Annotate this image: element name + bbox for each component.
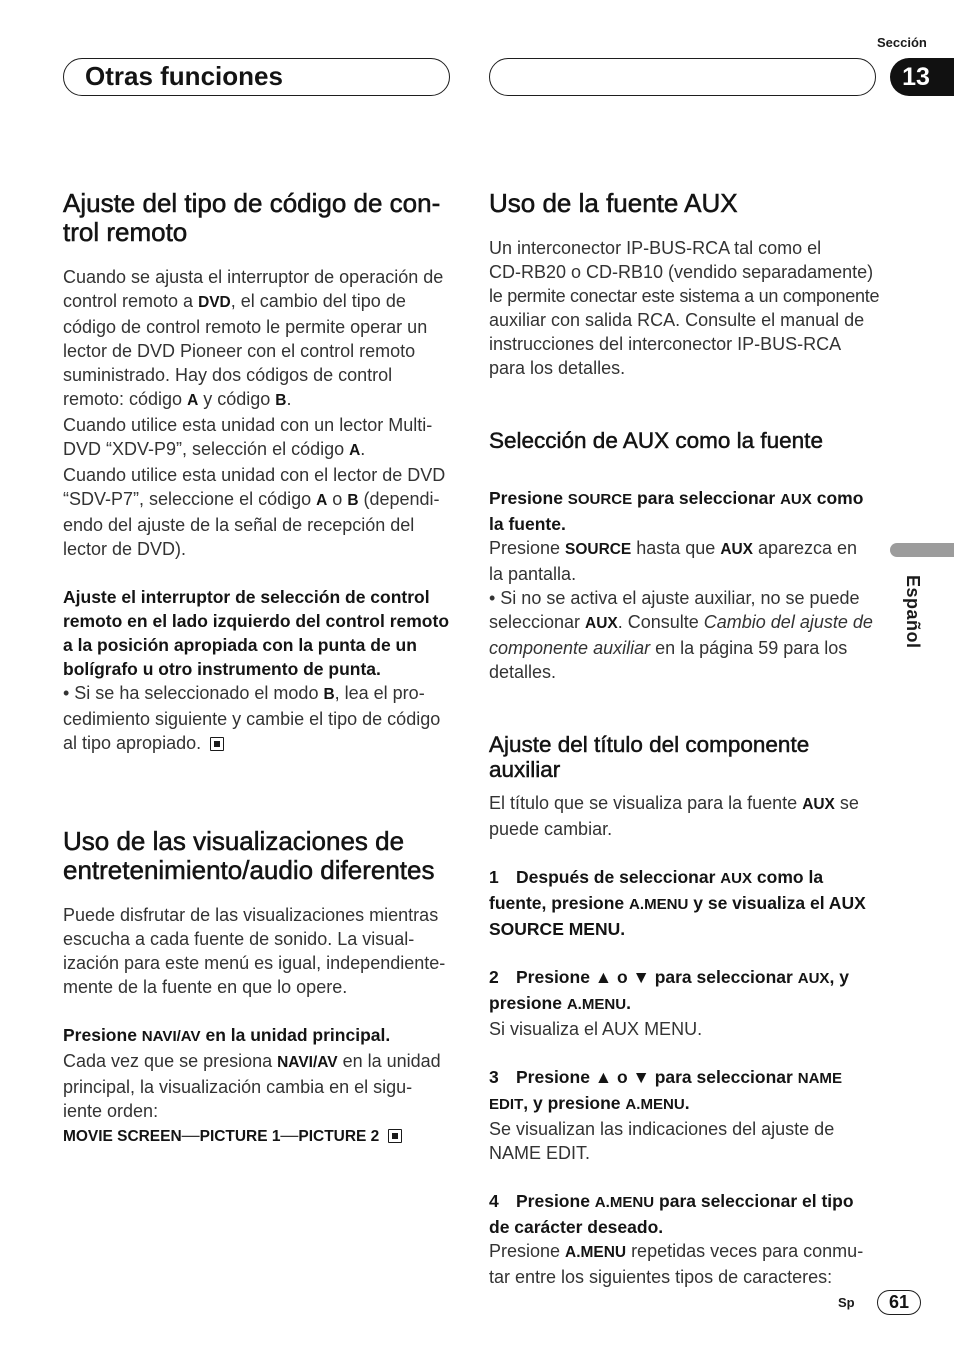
text-line [489,332,879,356]
key-label: A.MENU [625,1096,685,1113]
text-line [489,917,879,941]
text-run: bolígrafo u otro instrumento de punta. [63,659,381,679]
text-run: SOURCE MENU. [489,919,626,939]
text-line [63,289,453,315]
text-run: Presione ▲ o ▼ para seleccionar [516,967,798,987]
text-run: auxiliar [489,757,561,782]
text-line [63,731,453,755]
step-description [489,1239,879,1289]
text-line [489,1141,879,1165]
text-line [63,537,453,561]
step-instruction [489,865,879,941]
text-run: se [834,793,859,813]
text-run: Presione [489,1241,566,1261]
key-label: A.MENU [565,1244,627,1261]
page-number-box [877,1290,921,1315]
text-run: de carácter deseado. [489,1217,664,1237]
key-label: PICTURE 1 [199,1128,281,1145]
text-run: Uso de la fuente AUX [489,188,738,218]
text-run: la pantalla. [489,564,577,584]
step-number: 4 [489,1191,499,1211]
italic-text: Cambio del ajuste de [703,612,873,632]
step-number: 2 [489,967,499,987]
text-run: auxiliar con salida RCA. Consulte el manual de [489,310,865,330]
text-run: entretenimiento/audio diferentes [63,855,435,885]
text-line [489,732,879,757]
step-instruction [63,585,453,681]
text-line [489,486,879,512]
text-line [489,236,879,260]
text-line [489,356,879,380]
text-line [489,1189,879,1215]
key-label: A [316,492,328,509]
text-line [489,1265,879,1289]
text-run: . [286,389,292,409]
key-label: AUX [585,615,618,632]
text-line [489,260,879,284]
key-label: A.MENU [629,896,689,913]
text-run: , el cambio del tipo de [230,291,406,311]
text-line [489,189,879,218]
text-run: y se visualiza el AUX [688,893,866,913]
step-description [489,536,879,684]
text-run: en la página 59 para los [650,638,848,658]
text-run: . Consulte [617,612,704,632]
step-number: 3 [489,1067,499,1087]
step-description [63,1049,453,1149]
text-run: detalles. [489,662,557,682]
text-run: — [280,1125,299,1145]
text-line [63,1123,453,1149]
paragraph [63,265,453,561]
text-line [489,1091,879,1117]
text-line [63,707,453,731]
text-line [489,791,879,817]
text-line [63,585,453,609]
text-line [63,265,453,289]
text-line [63,513,453,537]
text-run: código de control remoto le permite operar un [63,317,428,337]
key-label: NAVI/AV [277,1054,338,1071]
text-run: puede cambiar. [489,819,613,839]
text-run: . [684,1093,690,1113]
text-run: control remoto a [63,291,199,311]
text-line [63,827,453,856]
text-line [489,891,879,917]
text-line [489,562,879,586]
text-run: (dependi- [358,489,440,509]
text-run: “SDV-P7”, seleccione el código [63,489,317,509]
text-run: cedimiento siguiente y cambie el tipo de código [63,709,441,729]
text-run: repetidas veces para conmu- [626,1241,864,1261]
section-number: 13 [902,63,930,91]
step-instruction [489,486,879,536]
text-run: . [360,439,366,459]
text-run: • Si no se activa el ajuste auxiliar, no se puede [489,588,860,608]
text-line [63,681,453,707]
text-run: Cada vez que se presiona [63,1051,278,1071]
paragraph [63,903,453,999]
text-run: endo del ajuste de la señal de recepción del [63,515,415,535]
text-run: CD-RB20 o CD-RB10 (vendido separadamente) [489,262,874,282]
section-heading [63,827,453,885]
page-number: 61 [888,1292,910,1312]
text-line [63,218,453,247]
chapter-title: Otras funciones [85,61,283,91]
text-run: Cuando utilice esta unidad con un lector Multi- [63,415,433,435]
text-run: suministrado. Hay dos códigos de control [63,365,393,385]
key-label: AUX [802,796,835,813]
key-label: EDIT [489,1096,524,1113]
end-mark-icon [210,737,224,751]
text-line [489,865,879,891]
text-run: Después de seleccionar [516,867,721,887]
key-label: A [187,392,199,409]
text-run: para seleccionar [632,488,781,508]
text-run: lector de DVD). [63,539,187,559]
text-run: en la unidad [337,1051,441,1071]
text-run: Ajuste el interruptor de selección de control [63,587,430,607]
text-run: principal, la visualización cambia en el sigu- [63,1077,413,1097]
instruction-step [489,865,879,941]
text-run: lector de DVD Pioneer con el control remoto [63,341,416,361]
instruction-step [489,486,879,684]
text-run: — [181,1125,200,1145]
text-run: hasta que [631,538,721,558]
step-instruction [63,1023,453,1049]
text-run: Cuando utilice esta unidad con el lector de DVD [63,465,446,485]
text-line [489,991,879,1017]
text-line [489,636,879,660]
text-run: Presione [63,1025,142,1045]
section-heading [63,189,453,247]
text-line [63,951,453,975]
text-run: , lea el pro- [334,683,425,703]
text-line [63,657,453,681]
text-run: • Si se ha seleccionado el modo [63,683,324,703]
text-line [63,856,453,885]
text-line [63,633,453,657]
language-code: Sp [838,1295,855,1310]
text-line [489,610,879,636]
text-line [63,437,453,463]
text-line [63,1099,453,1123]
key-label: NAVI/AV [141,1028,201,1045]
key-label: B [347,492,359,509]
text-run: como [811,488,864,508]
text-line [63,927,453,951]
right-column [489,189,879,1289]
chapter-title-box [63,58,450,96]
text-line [63,339,453,363]
text-line [63,1049,453,1075]
step-description [489,1117,879,1165]
step-description [63,681,453,755]
text-run: fuente, presione [489,893,630,913]
text-line [63,387,453,413]
text-run: a la posición apropiada con la punta de un [63,635,417,655]
text-line [489,512,879,536]
key-label: B [323,686,335,703]
text-run: Presione [516,1191,595,1211]
text-run: ización para este menú es igual, independiente- [63,953,446,973]
text-run: . [626,993,632,1013]
text-run: para seleccionar el tipo [654,1191,854,1211]
text-line [489,308,879,332]
subsection-heading [489,732,879,782]
instruction-step [63,585,453,755]
section-number-tab [890,58,954,96]
end-mark-icon [388,1129,402,1143]
language-tab-bar [890,543,954,557]
section-heading [489,189,879,218]
text-run: en la unidad principal. [200,1025,391,1045]
instruction-step [489,1189,879,1289]
text-line [63,363,453,387]
key-label: SOURCE [567,491,633,508]
key-label: PICTURE 2 [298,1128,380,1145]
text-line [63,609,453,633]
text-line [489,660,879,684]
text-run: seleccionar [489,612,586,632]
key-label: A.MENU [594,1194,655,1211]
text-run: aparezca en [752,538,858,558]
text-run: Presione ▲ o ▼ para seleccionar [516,1067,798,1087]
text-run: Presione [489,538,566,558]
text-line [489,536,879,562]
text-run: y código [198,389,276,409]
text-run: Puede disfrutar de las visualizaciones mientras [63,905,439,925]
text-run: o [327,489,348,509]
text-line [489,428,879,453]
text-run: escucha a cada fuente de sonido. La visual- [63,929,415,949]
paragraph [489,791,879,841]
text-run: Se visualizan las indicaciones del ajuste de [489,1119,835,1139]
step-instruction [489,1065,879,1117]
text-line [63,315,453,339]
text-run: , y presione [523,1093,626,1113]
text-line [63,463,453,487]
text-run: la fuente. [489,514,566,534]
text-line [489,1017,879,1041]
text-run: para los detalles. [489,358,626,378]
text-line [489,1239,879,1265]
italic-text: componente auxiliar [489,638,651,658]
key-label: AUX [720,870,753,887]
text-line [489,586,879,610]
text-run: presione [489,993,567,1013]
text-run: remoto en el lado izquierdo del control remoto [63,611,450,631]
text-line [489,1117,879,1141]
text-run: Selección de AUX como la fuente [489,428,823,453]
step-instruction [489,965,879,1017]
key-label: B [275,392,287,409]
empty-header-box [489,58,876,96]
key-label: AUX [720,541,753,558]
text-run: Ajuste del título del componente [489,732,810,757]
text-line [489,1215,879,1239]
text-line [63,413,453,437]
instruction-step [63,1023,453,1149]
step-description [489,1017,879,1041]
instruction-step [489,965,879,1041]
key-label: AUX [780,491,812,508]
section-label: Sección [877,35,927,50]
text-run: DVD “XDV-P9”, selección el código [63,439,350,459]
text-line [63,1023,453,1049]
text-run: NAME EDIT. [489,1143,591,1163]
text-run: Presione [489,488,568,508]
text-line [489,757,879,782]
key-label: DVD [198,294,231,311]
key-label: SOURCE [565,541,632,558]
text-run: como la [752,867,824,887]
text-line [489,284,879,308]
text-run: Cuando se ajusta el interruptor de operación de [63,267,444,287]
text-run: El título que se visualiza para la fuente [489,793,803,813]
text-line [63,1075,453,1099]
text-run: Uso de las visualizaciones de [63,826,405,856]
key-label: A.MENU [566,996,627,1013]
text-run: remoto: código [63,389,188,409]
key-label: NAME [797,1070,843,1087]
instruction-step [489,1065,879,1165]
text-line [489,1065,879,1091]
text-run: iente orden: [63,1101,159,1121]
text-line [63,903,453,927]
key-label: MOVIE SCREEN [63,1128,182,1145]
subsection-heading [489,428,879,453]
text-line [63,975,453,999]
text-line [63,189,453,218]
text-line [489,965,879,991]
text-run: mente de la fuente en que lo opere. [63,977,348,997]
text-run: tar entre los siguientes tipos de caracteres: [489,1267,833,1287]
text-run: Si visualiza el AUX MENU. [489,1019,703,1039]
text-run: Un interconector IP-BUS-RCA tal como el [489,238,822,258]
text-run: instrucciones del interconector IP-BUS-RCA [489,334,842,354]
paragraph [489,236,879,380]
text-run: al tipo apropiado. [63,733,202,753]
text-line [63,487,453,513]
text-line [489,817,879,841]
key-label: AUX [797,970,830,987]
text-run: le permite conectar este sistema a un componente [489,286,880,306]
left-column [63,189,453,1149]
key-label: A [349,442,361,459]
text-run: Ajuste del tipo de código de con- [63,188,441,218]
text-run: trol remoto [63,217,188,247]
language-label: Español [903,575,923,649]
step-instruction [489,1189,879,1239]
text-run: , y [829,967,849,987]
step-number: 1 [489,867,499,887]
